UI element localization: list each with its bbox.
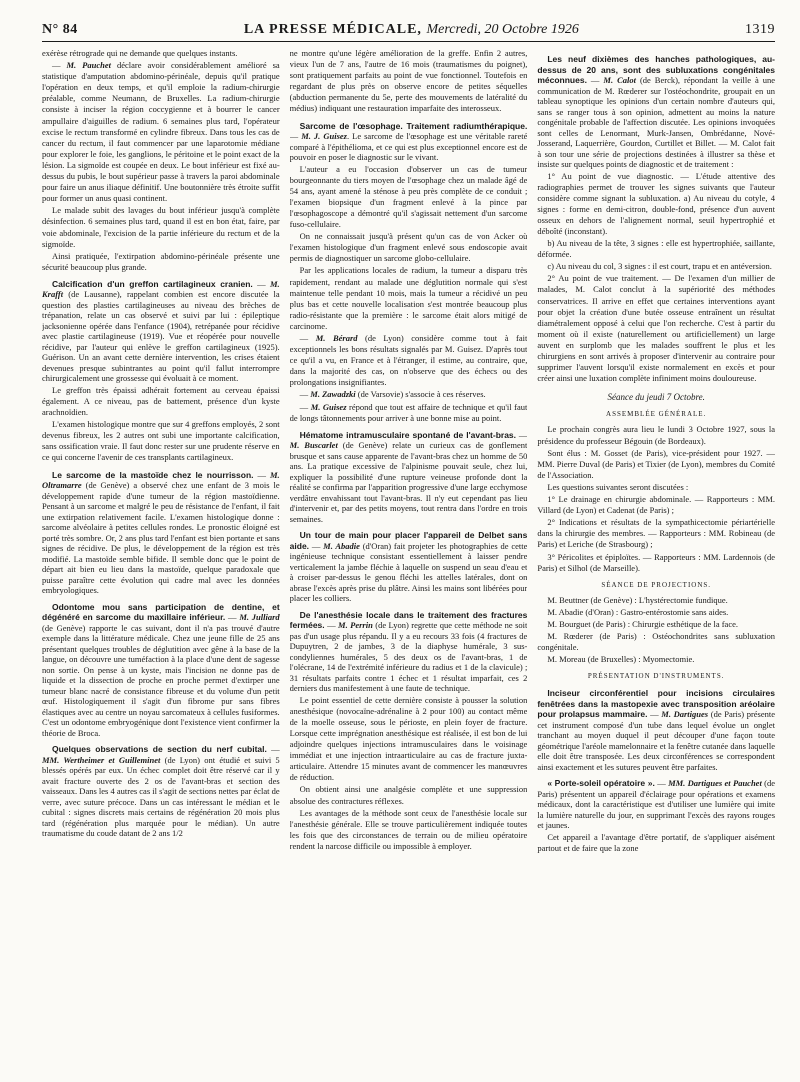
column-right <box>537 48 775 1078</box>
paragraph: Le point essentiel de cette dernière consiste à pousser la solution anesthésique (novocaïne-adrénaline à 2 pour 100) au contact même de la moelle osseuse, sous le périoste, en plein foyer de fracture. Lorsque cette imprégnation anesthésique est réalisée, il est bon de lui adjoindre quelques injections intramusculaires dans le voisinage immédiat et une injection intraarticulaire au cas de fracture juxta-articulaire. Attendre 15 minutes avant de commencer les manœuvres de réduction. <box>289 694 528 783</box>
paragraph: exérèse rétrograde qui ne demande que quelques instants. <box>42 48 238 58</box>
article-heading: Hématome intramusculaire spontané de l'avant-bras. — M. Buscarlet (de Genève) relate un curieux cas de gonflement brusque et sans cause apparente de l'avant-bras chez un homme de 50 ans. La pratique excessive de l'alpinisme pouvait seule, chez lui, expliquer la possibilité d'une rupture veineuse profonde dont la réalité se confirma par l'apparition progressive d'une large ecchymose verdâtre envahissant tout l'avant-bras. Il n'y eut cependant pas lieu d'intervenir et, par des petits moyens, tout rentra dans l'ordre en trois semaines. <box>289 429 528 524</box>
masthead <box>244 22 579 38</box>
list-item: b) Au niveau de la tête, 3 signes : elle est hypertrophiée, saillante, déformée. <box>537 238 776 260</box>
list-item: c) Au niveau du col, 3 signes : il est court, trapu et en antéversion. <box>547 261 772 272</box>
paragraph: L'examen histologique montre que sur 4 greffons employés, 2 sont devenus fibreux, les 2 autres ont subi une importante calcification, sans ossification vraie. Il faut donc rester sur une prudente réserve en ce qui concerne l'avenir de ces transplants cartilagineux. <box>42 419 280 463</box>
author: M. Oltramarre <box>42 469 280 491</box>
list-item: 2° Au point de vue traitement. — De l'examen d'un millier de malades, M. Calot conclut à la supériorité des méthodes conservatrices. Il arrive en effet que certaines interventions ayant pour objet la création d'une butée osseuse entraînent un résultat diamétralement opposé à celui que l'on recherche. C'est à partir du moment où il existe (naturellement ou artificiellement) un large auvent en surplomb que les malades souffrent le plus et les chirurgiens en sont arrivés à proposer d'intervenir au contraire pour supprimer l'auvent lorsqu'il existe normalement en excès et pour créer ainsi une luxation complète infiniment moins douloureuse. <box>537 273 776 384</box>
journal-title: LA PRESSE MÉDICALE, <box>243 22 422 37</box>
issue-date: Mercredi, 20 Octobre 1926 <box>426 22 579 37</box>
article-heading: Odontome mou sans participation de dentine, et dégénéré en sarcome du maxillaire inférieur. — M. Julliard (de Genève) rapporte le cas suivant, dont il n'a pas trouvé d'autre exemple dans la littérature médicale. Chez une jeune fille de 25 ans présentant quelques troubles de déglutition avec gêne à la base de la langue, on découvre une tuméfaction à la place d'une dent de sagesse non sortie. On pense à un kyste, mais l'incision ne donne pas de liquide et la dissection de proche en proche permet d'extirper une tumeur blanc nacré de consistance fibreuse et du volume d'un petit œuf. Histologiquement il s'agit d'un fibrome pur sans fibres élastiques avec au centre un noyau sarcomateux à cellules fusiformes. C'est un odontome embryogénique dont l'existence vient confirmer la théorie de Broca. <box>42 601 280 738</box>
article-heading: Quelques observations de section du nerf cubital. — MM. Wertheimer et Guilleminet (de Lyon) ont étudié et suivi 5 blessés opérés par eux. Un échec complet doit être réservé car il y avait fracture ouverte des 2 os de l'avant-bras et section des vaisseaux. Dans les 4 autres cas il s'agit de sections nettes par éclat de verre, avec suture précoce. Dans un cas intéressant le médian et le cubital : signes discrets mais certains de régénération 20 mois plus tard (régénération plus marquée pour le médian). Un autre traumatisme du coude datant de 2 ans 1/2 <box>42 744 280 839</box>
list-item: M. Rœderer (de Paris) : Ostéochondrites sans subluxation congénitale. <box>537 631 776 653</box>
folio: 1319 <box>744 22 775 37</box>
list-item: M. Bourguet (de Paris) : Chirurgie esthétique de la face. <box>547 618 738 629</box>
page-header <box>42 22 775 38</box>
author: M. Abadie <box>323 540 360 551</box>
author: M. Pauchet <box>66 60 111 71</box>
paragraph: Le malade subit des lavages du bout inférieur jusqu'à complète désinfection. 6 semaines plus tard, quand il est en bon état, faire, par voie abdominale, l'excision de la partie inférieure du rectum et de la sigmoïde. <box>42 205 280 249</box>
author: M. Buscarlet <box>289 440 338 451</box>
paragraph: Les questions suivantes seront discutées : <box>547 481 689 492</box>
author: M. Zawadzki <box>310 389 356 400</box>
column-left <box>42 48 280 1078</box>
paragraph: Ainsi pratiquée, l'extirpation abdomino-périnéale présente une sécurité beaucoup plus grande. <box>42 250 280 272</box>
author: MM. Dartigues et Pauchet <box>668 778 762 789</box>
article-heading: « Porte-soleil opératoire ». — MM. Dartigues et Pauchet (de Paris) présentent un appareil d'éclairage pour opérations et examens médicaux, dont la caractéristique est d'utiliser une lumière qui imite la lumière naturelle du jour, en supprimant l'excès des rayons rouges et jaunes. <box>537 778 776 831</box>
paragraph: On obtient ainsi une analgésie complète et une suppression absolue des contractures réflexes. <box>289 784 528 806</box>
author: M. J. Guisez <box>301 131 347 142</box>
author: M. Guisez <box>310 401 347 412</box>
list-item: 1° Au point de vue diagnostic. — L'étude attentive des radiographies permet de trouver les signes suivants que l'auteur considère comme signant la subluxation. a) Au niveau du cotyle, 4 signes : forme en demi-citron, double-fond, présence d'un auvent osseux en dehors de l'alignement normal, seuil hypertrophié et déboîté (inconstant). <box>537 170 776 236</box>
article-heading: Sarcome de l'œsophage. Traitement radiumthérapique. — M. J. Guisez. Le sarcome de l'œsophage est une véritable rareté comparé à l'épithélioma, et ce qui est plus exceptionnel encore est de pouvoir en poser le diagnostic sur le vivant. <box>289 120 528 163</box>
article-heading: Un tour de main pour placer l'appareil de Delbet sans aide. — M. Abadie (d'Oran) fait projeter les photographies de cette ingénieuse technique consistant essentiellement à laisser pendre verticalement la jambe fléchie à laquelle on suspend un seau d'eau et à croiser par-dessus le genou fléchi les attelles latérales, dont on abrase l'excès après prise du plâtre. Ainsi les mains sont libérées pour placer les colliers. <box>289 530 528 604</box>
header-rule <box>42 41 775 42</box>
article-heading: Inciseur circonférentiel pour incisions circulaires fenêtrées dans la mastopexie avec transposition aréolaire pour prolapsus mammaire. — M. Dartigues (de Paris) présente cet instrument composé d'un tube dans lequel évolue un onglet tranchant au moyen duquel il peut découper d'une façon toute géométrique l'aréole mamelonnaire et la fenêtre cutanée dans laquelle elle doit être transposée. Les deux circonférences se correspondent ainsi exactement et les sutures peuvent être parfaites. <box>537 688 776 772</box>
author: MM. Wertheimer et Guilleminet <box>42 754 161 765</box>
author: M. Julliard <box>239 612 280 623</box>
section-heading: ASSEMBLÉE GÉNÉRALE. <box>606 410 707 419</box>
column-middle <box>290 48 528 1078</box>
paragraph: — M. Pauchet déclare avoir considérablement amélioré sa statistique d'amputation abdomino-périnéale, depuis qu'il pratique l'opération en deux temps, et qu'il emploie la radium-chirurgie préalable, comme Neumann, de Bruxelles. La radium-chirurgie consiste à inciser la région coccygienne et à bourrer le cancer ampullaire d'aiguilles de radium. 6 semaines plus tard, l'opérateur excise le rectum transformé en cylindre fibreux. Dans tous les cas de cancer du rectum, il faut commencer par une laparotomie médiane pour explorer le foie, les ganglions, le péritoine et le point exact de la lésion. La sigmoïde est coupée en deux. Le bout inférieur est fixé au-dessus du pubis, le bout supérieur passe à travers la paroi abdominale pour faire un anus iliaque définitif. Une boutonnière très étroite suffit pour former un anus quasi continent. <box>42 60 280 204</box>
author: M. Calot <box>603 75 636 85</box>
section-heading: PRÉSENTATION D'INSTRUMENTS. <box>587 672 725 681</box>
paragraph: — M. Bérard (de Lyon) considère comme tout à fait exceptionnels les bons résultats signalés par M. Guisez. D'après tout ce qu'il a vu, en France et à l'étranger, il estime, au contraire, que, dans la majorité des cas, on n'observe que des échecs ou des prolongations insignifiantes. <box>289 332 528 388</box>
list-item: 3° Péricolites et épiploïtes. — Rapporteurs : MM. Lardennois (de Paris) et Silhol (de Marseille). <box>537 551 776 573</box>
paragraph: Sont élus : M. Gosset (de Paris), vice-président pour 1927. — MM. Pierre Duval (de Paris) et Tixier (de Lyon), membres du Comité de l'Association. <box>537 447 776 480</box>
session-heading: Séance du jeudi 7 Octobre. <box>607 392 705 403</box>
paragraph: Les avantages de la méthode sont ceux de l'anesthésie locale sur l'anesthésie générale. Elle se trouve particulièrement indiquée toutes les fois que des circonstances de terrain ou de milieu opératoire rendent la narcose difficile ou impossible à employer. <box>289 807 528 851</box>
columns <box>42 48 775 1078</box>
list-item: M. Moreau (de Bruxelles) : Myomectomie. <box>547 654 695 665</box>
paragraph: L'auteur a eu l'occasion d'observer un cas de tumeur bourgeonnante du tiers moyen de l'œsophage chez un malade âgé de 54 ans, ayant amené la sténose à peu près complète de ce conduit ; l'examen biopsique d'un fragment enlevé à la pince par l'œsophagoscope a démontré qu'il s'agissait nettement d'un sarcome fuso-cellulaire. <box>289 163 528 230</box>
paragraph: Le greffon très épaissi adhérait fortement au cerveau épaissi également. A ce niveau, pas de battement, présence d'un kyste arachnoïdien. <box>42 384 280 418</box>
section-heading: SÉANCE DE PROJECTIONS. <box>601 580 712 589</box>
list-item: M. Abadie (d'Oran) : Gastro-entérostomie sans aides. <box>547 606 729 617</box>
author: M. Dartigues <box>661 709 709 720</box>
author: M. Krafft <box>42 278 280 300</box>
article-heading: Les neuf dixièmes des hanches pathologiques, au-dessus de 20 ans, sont des subluxations congénitales méconnues. — M. Calot (de Berck), répondant la veille à une communication de M. Rœderer sur l'ostéochondrite, groupait en un tableau synoptique les opinions d'un certain nombre d'auteurs qui, sans se ranger tous à son opinion, admettent au moins la nature congénitale probable de l'affection discutée. Les opinions invoquées sont celles de Lenormant, Murk-Jansen, Ombrédanne, Nové-Josserand, Laquerrière, Gourdon, Curtillet et Billet. — M. Calot fait à son tour une série de projections destinées à illustrer sa thèse et insiste sur quelques points de diagnostic et de traitement : <box>537 54 776 169</box>
page-number: N° 84 <box>42 22 78 37</box>
author: M. Perrin <box>338 620 373 631</box>
paragraph: — M. Zawadzki (de Varsovie) s'associe à ces réserves. <box>299 389 486 400</box>
paragraph: ne montre qu'une légère amélioration de la greffe. Enfin 2 autres, vieux l'un de 7 ans, l'autre de 16 mois (traumatismes du poignet), sont pratiquement parfaits au point de vue fonctionnel. Toutefois en regardant de plus près on observe encore de petites séquelles (abduction permanente du 5e, perte des mouvements de latéralité du médius) indiquant une restauration imparfaite des interosseux. <box>289 48 528 114</box>
article-heading: Le sarcome de la mastoïde chez le nourrisson. — M. Oltramarre (de Genève) a observé chez une enfant de 3 mois le développement rapide d'une tumeur de la région mastoïdienne. Pensant à un sarcome et malgré le peu de résistance de l'enfant, il fait une extirpation relativement facile. L'examen histologique donne : sarcome alvéolaire à petites cellules rondes. Le pronostic éloigné est porté très sombre. Or, 2 ans plus tard l'enfant est bien portante et sans signes de récidive. De plus, le développement de la région est très modifié. La mastoïde semble bifide. Il semble donc que le point de départ ait bien eu lieu dans la mastoïde, quelque paradoxale que puisse paraître cette évolution qui cadre mal avec les données embryologiques. <box>42 469 280 596</box>
paragraph: — M. Guisez répond que tout est affaire de technique et qu'il faut de longs tâtonnements pour arriver à une bonne mise au point. <box>289 401 528 423</box>
article-heading: De l'anesthésie locale dans le traitement des fractures fermées. — M. Perrin (de Lyon) regrette que cette méthode ne soit pas d'un usage plus répandu. Il y a eu recours 33 fois (4 fractures de Dupuytren, 2 de jambes, 3 de la diaphyse humérale, 3 sus-condyliennes humérales, 5 des deux os de l'avant-bras, 1 de l'olécrane, 14 de l'extrémité inférieure du radius et 1 de la clavicule) ; 31 résultats parfaits contre 1 échec et 1 résultat imparfait, ces 2 derniers dus manifestement à une faute de technique. <box>289 609 528 694</box>
article-heading: Calcification d'un greffon cartilagineux cranien. — M. Krafft (de Lausanne), rappelant combien est encore discutée la question des plasties cartilagineuses au niveau des brèches de trépanation, relate un cas observé et suivi par lui : épileptique jacksonienne opérée dans l'enfance (1904), retrépanée pour récidive avec plastie cartilagineuse (1919). Vue et réopérée pour nouvelle récidive, par l'auteur qui enlève le greffon cartilagineux (1925). Guérison. Un an avant cette dernière intervention, les crises étaient devenues presque subintrantes au point qu'il fallut interrompre chirurgicalement une grossesse qui évoluait à ce moment. <box>42 278 280 384</box>
diagnostic-list <box>537 171 775 385</box>
list-item: M. Beuttner (de Genève) : L'hystérectomie fundique. <box>547 594 728 605</box>
list-item: 1° Le drainage en chirurgie abdominale. — Rapporteurs : MM. Villard (de Lyon) et Cadenat (de Paris) ; <box>537 494 776 516</box>
paragraph: Cet appareil a l'avantage d'être portatif, de s'appliquer aisément partout et de faire que la zone <box>537 831 776 854</box>
paragraph: Le prochain congrès aura lieu le lundi 3 Octobre 1927, sous la présidence du professeur Bégouin (de Bordeaux). <box>537 424 776 446</box>
author: M. Bérard <box>315 332 358 343</box>
paragraph: Par les applications locales de radium, la tumeur a disparu très rapidement, rendant au malade une déglutition normale qui s'est maintenue telle pendant 10 mois, mais la tumeur a récidivé un peu plus bas et cette nouvelle localisation s'est montrée beaucoup plus radio-résistante que la première : le sarcome était alors mitigé de carcinome. <box>289 265 528 331</box>
paragraph: On ne connaissait jusqu'à présent qu'un cas de von Acker où l'examen histologique d'un fragment enlevé sous endoscopie avait permis de diagnostiquer un sarcome globo-cellulaire. <box>289 231 528 264</box>
list-item: 2° Indications et résultats de la sympathicectomie périartérielle dans la chirurgie des membres. — Rapporteurs : MM. Robineau (de Paris) et Leriche (de Strasbourg) ; <box>537 517 776 550</box>
